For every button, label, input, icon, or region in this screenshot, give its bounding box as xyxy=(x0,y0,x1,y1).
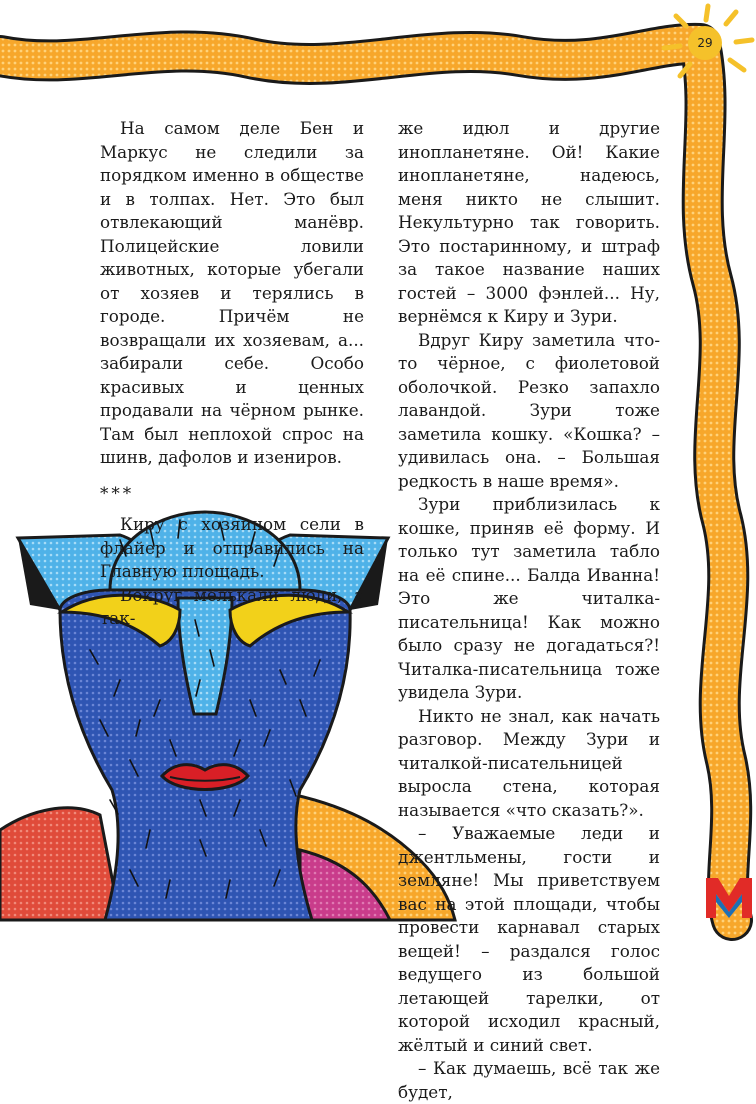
text-column-left xyxy=(100,117,364,631)
paragraph: – Уважаемые леди и джентльмены, гости и земляне! Мы приветствуем вас на этой площади, чтобы провести карнавал старых вещей! – раздался голос ведущего из большой летающей тарелки, от которой исходил красный, жёлтый и синий свет. xyxy=(398,823,660,1055)
paragraph: – Как думаешь, всё так же будет, xyxy=(398,1058,660,1102)
paragraph: Киру с хозяином сели в флайер и отправились на Главную площадь. xyxy=(100,514,364,581)
paragraph: Никто не знал, как начать разговор. Между Зури и читалкой-писательницей выросла стена, которая называется «что сказать?». xyxy=(398,705,660,820)
paragraph: На самом деле Бен и Маркус не следили за порядком именно в обществе и в толпах. Нет. Это был отвлекающий манёвр. Полицейские ловили животных, которые убегали от хозяев и терялись в городе. Причём не возвращали их хозяевам, а... забирали себе. Особо красивых и ценных продавали на чёрном рынке. Там был неплохой спрос на шинв, дафолов и изениров. xyxy=(100,118,364,467)
paragraph: Вдруг Киру заметила что-то чёрное, с фиолетовой оболочкой. Резко запахло лавандой. Зури тоже заметила кошку. «Кошка? – удивилась она. – Большая редкость в наше время». xyxy=(398,329,660,491)
section-separator: *** xyxy=(100,482,135,503)
paragraph: же идюл и другие инопланетяне. Ой! Какие инопланетяне, надеюсь, меня никто не слышит. Некультурно так говорить. Это постаринному, и штраф за такое название наших гостей – 3000 фэнлей... Ну, вернёмся к Киру и Зури. xyxy=(398,118,660,326)
paragraph: Вокруг мелькали люди, а так- xyxy=(100,584,364,628)
page-number: 29 xyxy=(697,36,713,50)
text-column-right xyxy=(398,117,660,1104)
publisher-logo-m xyxy=(702,872,756,920)
paragraph: Зури приблизилась к кошке, приняв её форму. И только тут заметила табло на её спине... Балда Иванна! Это же читалка-писательница! Как можно было сразу не догадаться?! Читалка-писательница тоже увидела Зури. xyxy=(398,494,660,702)
